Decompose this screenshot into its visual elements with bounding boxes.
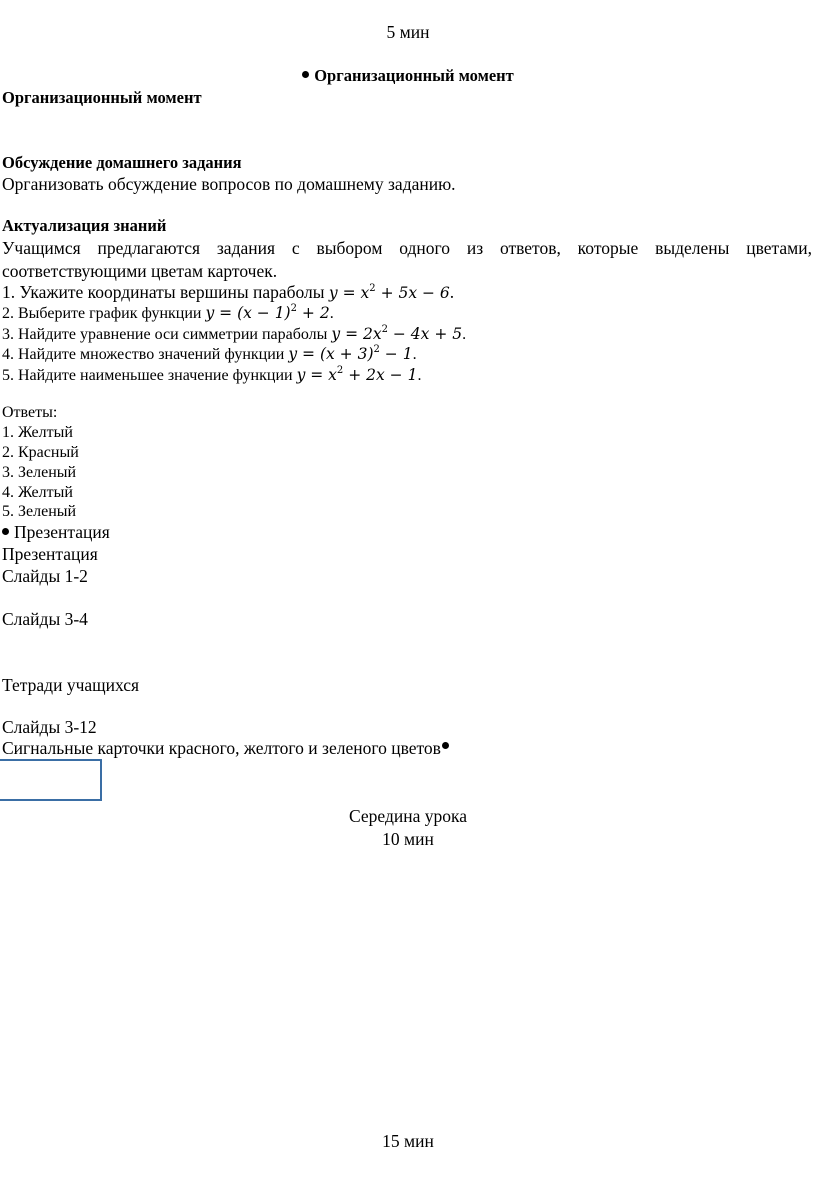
answer-item: 5. Зеленый bbox=[2, 503, 77, 520]
answer-item: 4. Желтый bbox=[2, 484, 73, 501]
footer-time: 15 мин bbox=[382, 1131, 434, 1151]
task-formula: $y = (x + 3)^2 - 1$ bbox=[288, 344, 413, 363]
bullet-icon bbox=[302, 71, 309, 78]
task-formula: $y = (x - 1)^2 + 2$ bbox=[205, 303, 330, 322]
task-end: . bbox=[462, 326, 467, 343]
resource-presentation: Презентация bbox=[2, 544, 98, 564]
task-end: . bbox=[412, 346, 417, 363]
header-time: 5 мин bbox=[386, 22, 430, 42]
answers-title: Ответы: bbox=[2, 404, 58, 421]
middle-time: 10 мин bbox=[382, 829, 434, 849]
task-end: . bbox=[417, 367, 422, 384]
bullet-icon bbox=[442, 742, 449, 749]
presentation-bullet-text: Презентация bbox=[14, 522, 110, 542]
section-heading-text: Организационный момент bbox=[314, 66, 514, 85]
homework-text: Организовать обсуждение вопросов по домашнему заданию. bbox=[2, 174, 456, 194]
task-formula: $y = x^2 + 5x - 6$ bbox=[328, 283, 450, 302]
answer-item: 2. Красный bbox=[2, 444, 79, 461]
org-moment-title: Организационный момент bbox=[2, 88, 202, 107]
bullet-icon bbox=[2, 528, 9, 535]
resource-signal-cards bbox=[2, 738, 449, 758]
resource-slides-3-4: Слайды 3-4 bbox=[2, 609, 88, 629]
signal-cards-text: Сигнальные карточки красного, желтого и зеленого цветов bbox=[2, 738, 441, 758]
resource-notebooks: Тетради учащихся bbox=[2, 675, 140, 695]
task-text: 2. Выберите график функции bbox=[2, 305, 202, 322]
homework-title: Обсуждение домашнего задания bbox=[2, 153, 242, 172]
resource-slides-1-2: Слайды 1-2 bbox=[2, 566, 88, 586]
answer-item: 3. Зеленый bbox=[2, 464, 77, 481]
actualization-intro-line1: Учащимся предлагаются задания с выбором одного из ответов, которые выделены цветами, bbox=[2, 238, 812, 258]
blue-frame bbox=[0, 759, 102, 801]
task-end: . bbox=[329, 305, 334, 322]
task-text: 5. Найдите наименьшее значение функции bbox=[2, 367, 293, 384]
task-4 bbox=[2, 344, 417, 365]
actualization-title: Актуализация знаний bbox=[2, 216, 167, 235]
task-2 bbox=[2, 303, 334, 324]
actualization-intro-line2: соответствующими цветам карточек. bbox=[2, 261, 278, 281]
task-text: 3. Найдите уравнение оси симметрии параболы bbox=[2, 326, 328, 343]
task-text: 1. Укажите координаты вершины параболы bbox=[2, 282, 325, 302]
task-1 bbox=[2, 282, 454, 303]
task-formula: $y = 2x^2 - 4x + 5$ bbox=[331, 324, 463, 343]
section-heading bbox=[0, 66, 816, 86]
task-5 bbox=[2, 365, 421, 386]
task-formula: $y = x^2 + 2x - 1$ bbox=[296, 365, 418, 384]
resource-slides-3-12: Слайды 3-12 bbox=[2, 717, 97, 737]
task-3 bbox=[2, 324, 466, 345]
presentation-bullet bbox=[2, 522, 110, 542]
answer-item: 1. Желтый bbox=[2, 424, 73, 441]
task-text: 4. Найдите множество значений функции bbox=[2, 346, 285, 363]
middle-title: Середина урока bbox=[349, 806, 467, 826]
task-end: . bbox=[449, 282, 455, 302]
